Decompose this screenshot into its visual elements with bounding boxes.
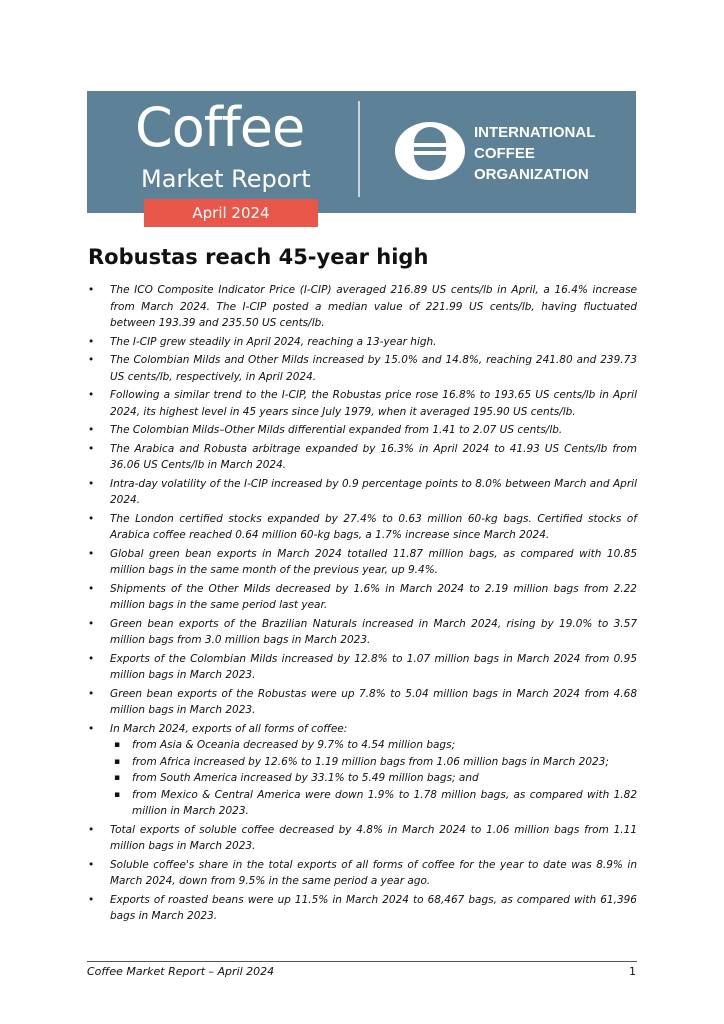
highlight-item: • Following a similar trend to the I-CIP, the Robustas price rose 16.8% to 193.65 US cents/lb in April 2024, its highest level in 45 years since July 1979, when it averaged 195.90 US cents/lb. xyxy=(87,387,637,420)
org-name-line-1: INTERNATIONAL xyxy=(474,124,596,141)
highlight-item: • Green bean exports of the Robustas were up 7.8% to 5.04 million bags in March 2024 from 4.68 million bags in March 2023. xyxy=(87,686,637,719)
highlight-item: • Soluble coffee's share in the total exports of all forms of coffee for the year to date was 8.9% in March 2024, down from 9.5% in the same period a year ago. xyxy=(87,857,637,890)
ico-cup-logo-icon xyxy=(394,121,466,181)
highlight-item: • The Colombian Milds and Other Milds increased by 15.0% and 14.8%, reaching 241.80 and 239.73 US cents/lb, respectively, in April 2024. xyxy=(87,352,637,385)
org-name-line-3: ORGANIZATION xyxy=(474,166,589,183)
highlight-item: • The I-CIP grew steadily in April 2024, reaching a 13-year high. xyxy=(87,334,637,351)
page-headline: Robustas reach 45-year high xyxy=(88,245,429,269)
highlight-item: • Shipments of the Other Milds decreased by 1.6% in March 2024 to 2.19 million bags from 2.22 million bags in the same period last year. xyxy=(87,581,637,614)
highlight-item: • The ICO Composite Indicator Price (I-CIP) averaged 216.89 US cents/lb in April, a 16.4% increase from March 2024. The I-CIP posted a median value of 221.99 US cents/lb, having fluctuated between 193.39 and 235.50 US cents/lb. xyxy=(87,282,637,332)
highlight-item: • The Colombian Milds–Other Milds differential expanded from 1.41 to 2.07 US cents/lb. xyxy=(87,422,637,439)
highlight-item: • Exports of roasted beans were up 11.5% in March 2024 to 68,467 bags, as compared with 61,396 bags in March 2023. xyxy=(87,892,637,925)
region-export-item: ▪ from Africa increased by 12.6% to 1.19 million bags from 1.06 million bags in March 2023; xyxy=(110,754,637,771)
report-subtitle: Market Report xyxy=(141,165,311,193)
org-name-line-2: COFFEE xyxy=(474,145,535,162)
highlight-item: • Total exports of soluble coffee decreased by 4.8% in March 2024 to 1.06 million bags from 1.11 million bags in March 2023. xyxy=(87,822,637,855)
footer-divider xyxy=(87,961,637,962)
region-export-item: ▪ from South America increased by 33.1% to 5.49 million bags; and xyxy=(110,770,637,787)
highlight-item: • The Arabica and Robusta arbitrage expanded by 16.3% in April 2024 to 41.93 US Cents/lb from 36.06 US Cents/lb in March 2024. xyxy=(87,441,637,474)
region-export-item: ▪ from Asia & Oceania decreased by 9.7% to 4.54 million bags; xyxy=(110,737,637,754)
highlights-list xyxy=(87,282,637,927)
report-title: Coffee xyxy=(135,96,305,159)
page-number: 1 xyxy=(629,965,636,978)
highlight-item: • Intra-day volatility of the I-CIP increased by 0.9 percentage points to 8.0% between March and April 2024. xyxy=(87,476,637,509)
footer-report-title: Coffee Market Report – April 2024 xyxy=(87,965,275,978)
highlight-item: • The London certified stocks expanded by 27.4% to 0.63 million 60-kg bags. Certified stocks of Arabica coffee reached 0.64 million 60-kg bags, a 1.7% increase since March 2024. xyxy=(87,511,637,544)
exports-by-region-list xyxy=(110,737,637,820)
report-date-badge: April 2024 xyxy=(144,199,318,227)
banner-divider xyxy=(358,101,360,197)
highlight-item: • Green bean exports of the Brazilian Naturals increased in March 2024, rising by 19.0% to 3.57 million bags from 3.0 million bags in March 2023. xyxy=(87,616,637,649)
highlight-item: • Global green bean exports in March 2024 totalled 11.87 million bags, as compared with 10.85 million bags in the same month of the previous year, up 9.4%. xyxy=(87,546,637,579)
organization-name xyxy=(474,122,595,185)
exports-by-region-intro: In March 2024, exports of all forms of coffee: xyxy=(110,722,348,735)
highlight-item: • Exports of the Colombian Milds increased by 12.8% to 1.07 million bags in March 2024 from 0.95 million bags in March 2023. xyxy=(87,651,637,684)
exports-by-region-item xyxy=(87,721,637,820)
region-export-item: ▪ from Mexico & Central America were down 1.9% to 1.78 million bags, as compared with 1.82 million in March 2023. xyxy=(110,787,637,820)
